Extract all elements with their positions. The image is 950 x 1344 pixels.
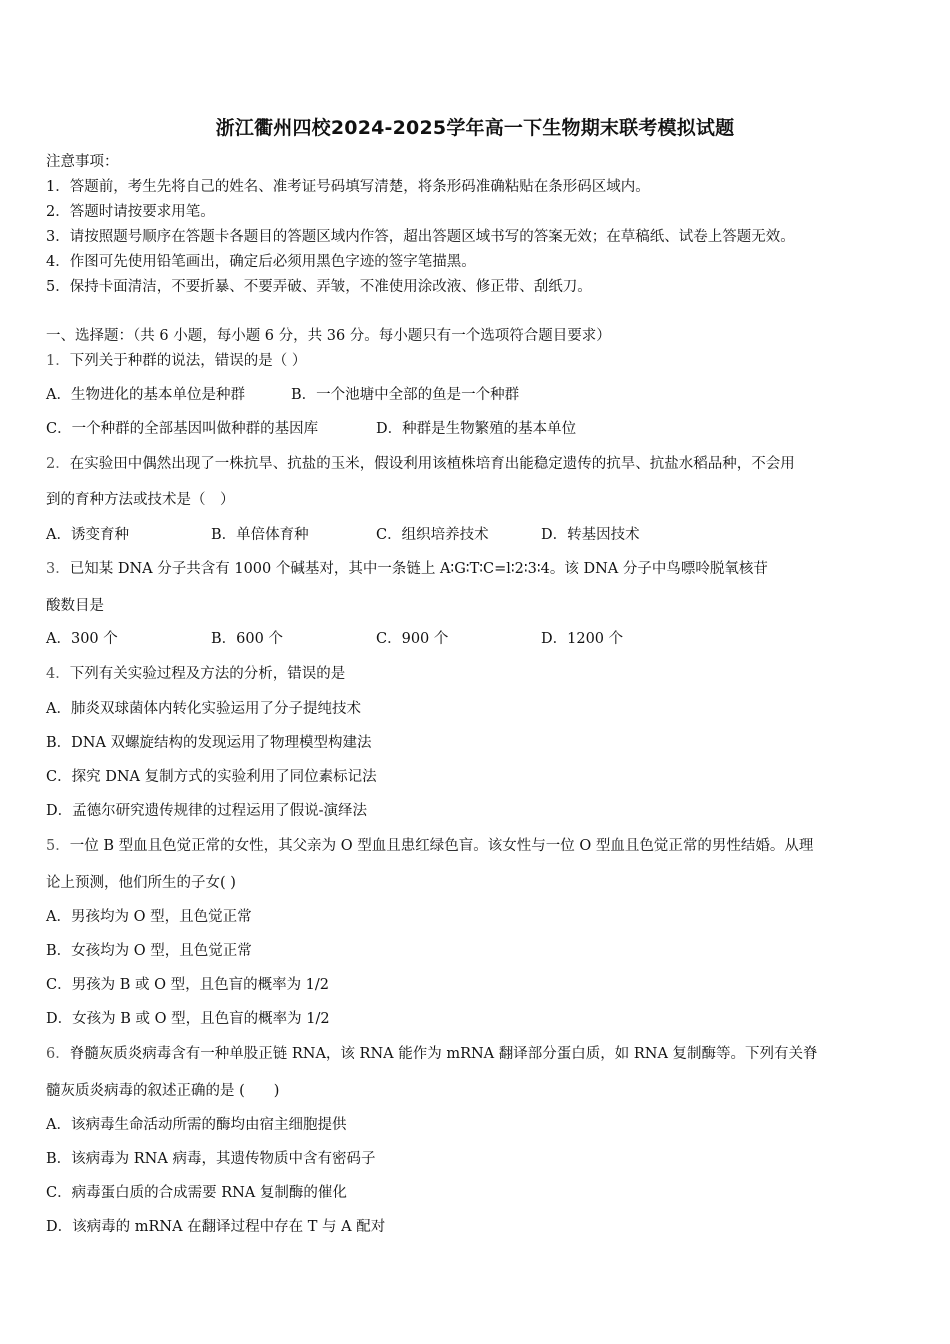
page-title: 浙江衢州四校2024-2025学年高一下生物期末联考模拟试题 bbox=[215, 117, 735, 139]
option-a[interactable]: A．肺炎双球菌体内转化实验运用了分子提纯技术 bbox=[46, 701, 361, 717]
option-c[interactable]: C．男孩为 B 或 O 型，且色盲的概率为 1/2 bbox=[46, 977, 330, 993]
question-stem-cont: 髓灰质炎病毒的叙述正确的是 ( ) bbox=[46, 1083, 280, 1099]
question-number: 5． bbox=[46, 838, 70, 854]
option-c[interactable]: C．病毒蛋白质的合成需要 RNA 复制酶的催化 bbox=[46, 1185, 347, 1201]
question-number: 2． bbox=[46, 456, 70, 472]
question-stem-cont: 酸数目是 bbox=[46, 598, 104, 614]
question-text: 脊髓灰质炎病毒含有一种单股正链 RNA，该 RNA 能作为 mRNA 翻译部分蛋白质，如 RNA 复制酶等。下列有关脊 bbox=[69, 1046, 818, 1062]
question-text: 在实验田中偶然出现了一株抗旱、抗盐的玉米，假设利用该植株培育出能稳定遗传的抗旱、抗盐水稻品种，不会用 bbox=[69, 456, 795, 472]
option-b[interactable]: B．该病毒为 RNA 病毒，其遗传物质中含有密码子 bbox=[46, 1151, 376, 1167]
notice-item: 3．请按照题号顺序在答题卡各题目的答题区域内作答，超出答题区域书写的答案无效；在草稿纸、试卷上答题无效。 bbox=[46, 229, 795, 245]
option-b[interactable]: B．DNA 双螺旋结构的发现运用了物理模型构建法 bbox=[46, 735, 372, 751]
question-stem-cont: 论上预测，他们所生的子女( ) bbox=[46, 875, 236, 891]
option-b[interactable]: B．单倍体育种 bbox=[211, 527, 309, 543]
question-stem bbox=[46, 351, 910, 371]
option-c[interactable]: C．一个种群的全部基因叫做种群的基因库 bbox=[46, 421, 319, 437]
notice-item: 4．作图可先使用铅笔画出，确定后必须用黑色字迹的签字笔描黑。 bbox=[46, 254, 476, 270]
question-stem bbox=[46, 836, 910, 856]
question-number: 3． bbox=[46, 561, 70, 577]
question-stem bbox=[46, 559, 910, 579]
option-b[interactable]: B．女孩均为 O 型，且色觉正常 bbox=[46, 943, 252, 959]
option-row bbox=[46, 419, 576, 439]
section-heading: 一、选择题：（共 6 小题，每小题 6 分，共 36 分。每小题只有一个选项符合题目要求） bbox=[46, 328, 611, 344]
option-d[interactable]: D．转基因技术 bbox=[541, 527, 640, 543]
option-a[interactable]: A．300 个 bbox=[46, 631, 118, 647]
option-a[interactable]: A．男孩均为 O 型，且色觉正常 bbox=[46, 909, 252, 925]
option-a[interactable]: A．生物进化的基本单位是种群 bbox=[46, 387, 245, 403]
notice-heading: 注意事项： bbox=[46, 154, 119, 170]
question-text: 下列有关实验过程及方法的分析，错误的是 bbox=[69, 666, 346, 682]
question-stem-cont: 到的育种方法或技术是（ ） bbox=[46, 492, 235, 508]
question-stem bbox=[46, 664, 910, 684]
option-a[interactable]: A．该病毒生命活动所需的酶均由宿主细胞提供 bbox=[46, 1117, 347, 1133]
option-d[interactable]: D．孟德尔研究遗传规律的过程运用了假说-演绎法 bbox=[46, 803, 368, 819]
option-c[interactable]: C．组织培养技术 bbox=[376, 527, 489, 543]
question-text: 下列关于种群的说法，错误的是（ ） bbox=[69, 353, 307, 369]
option-row bbox=[46, 629, 623, 649]
question-stem bbox=[46, 1044, 910, 1064]
notice-item: 5．保持卡面清洁，不要折暴、不要弄破、弄皱，不准使用涂改液、修正带、刮纸刀。 bbox=[46, 279, 592, 295]
option-b[interactable]: B．一个池塘中全部的鱼是一个种群 bbox=[291, 387, 520, 403]
option-c[interactable]: C．900 个 bbox=[376, 631, 449, 647]
option-b[interactable]: B．600 个 bbox=[211, 631, 283, 647]
question-text: 一位 B 型血且色觉正常的女性，其父亲为 O 型血且患红绿色盲。该女性与一位 O 型血且色觉正常的男性结婚。从理 bbox=[69, 838, 814, 854]
option-c[interactable]: C．探究 DNA 复制方式的实验利用了同位素标记法 bbox=[46, 769, 377, 785]
notice-item: 1．答题前，考生先将自己的姓名、准考证号码填写清楚，将条形码准确粘贴在条形码区域内。 bbox=[46, 179, 650, 195]
option-row bbox=[46, 385, 519, 405]
question-number: 1． bbox=[46, 353, 70, 369]
question-number: 4． bbox=[46, 666, 70, 682]
option-a[interactable]: A．诱变育种 bbox=[46, 527, 129, 543]
option-d[interactable]: D．1200 个 bbox=[541, 631, 624, 647]
question-number: 6． bbox=[46, 1046, 70, 1062]
option-d[interactable]: D．该病毒的 mRNA 在翻译过程中存在 T 与 A 配对 bbox=[46, 1219, 386, 1235]
option-d[interactable]: D．女孩为 B 或 O 型，且色盲的概率为 1/2 bbox=[46, 1011, 330, 1027]
question-text: 已知某 DNA 分子共含有 1000 个碱基对，其中一条链上 A∶G∶T∶C=l∶2∶3∶4。该 DNA 分子中鸟嘌呤脱氧核苷 bbox=[69, 561, 768, 577]
question-stem bbox=[46, 454, 910, 474]
option-row bbox=[46, 525, 640, 545]
option-d[interactable]: D．种群是生物繁殖的基本单位 bbox=[376, 421, 577, 437]
notice-item: 2．答题时请按要求用笔。 bbox=[46, 204, 215, 220]
